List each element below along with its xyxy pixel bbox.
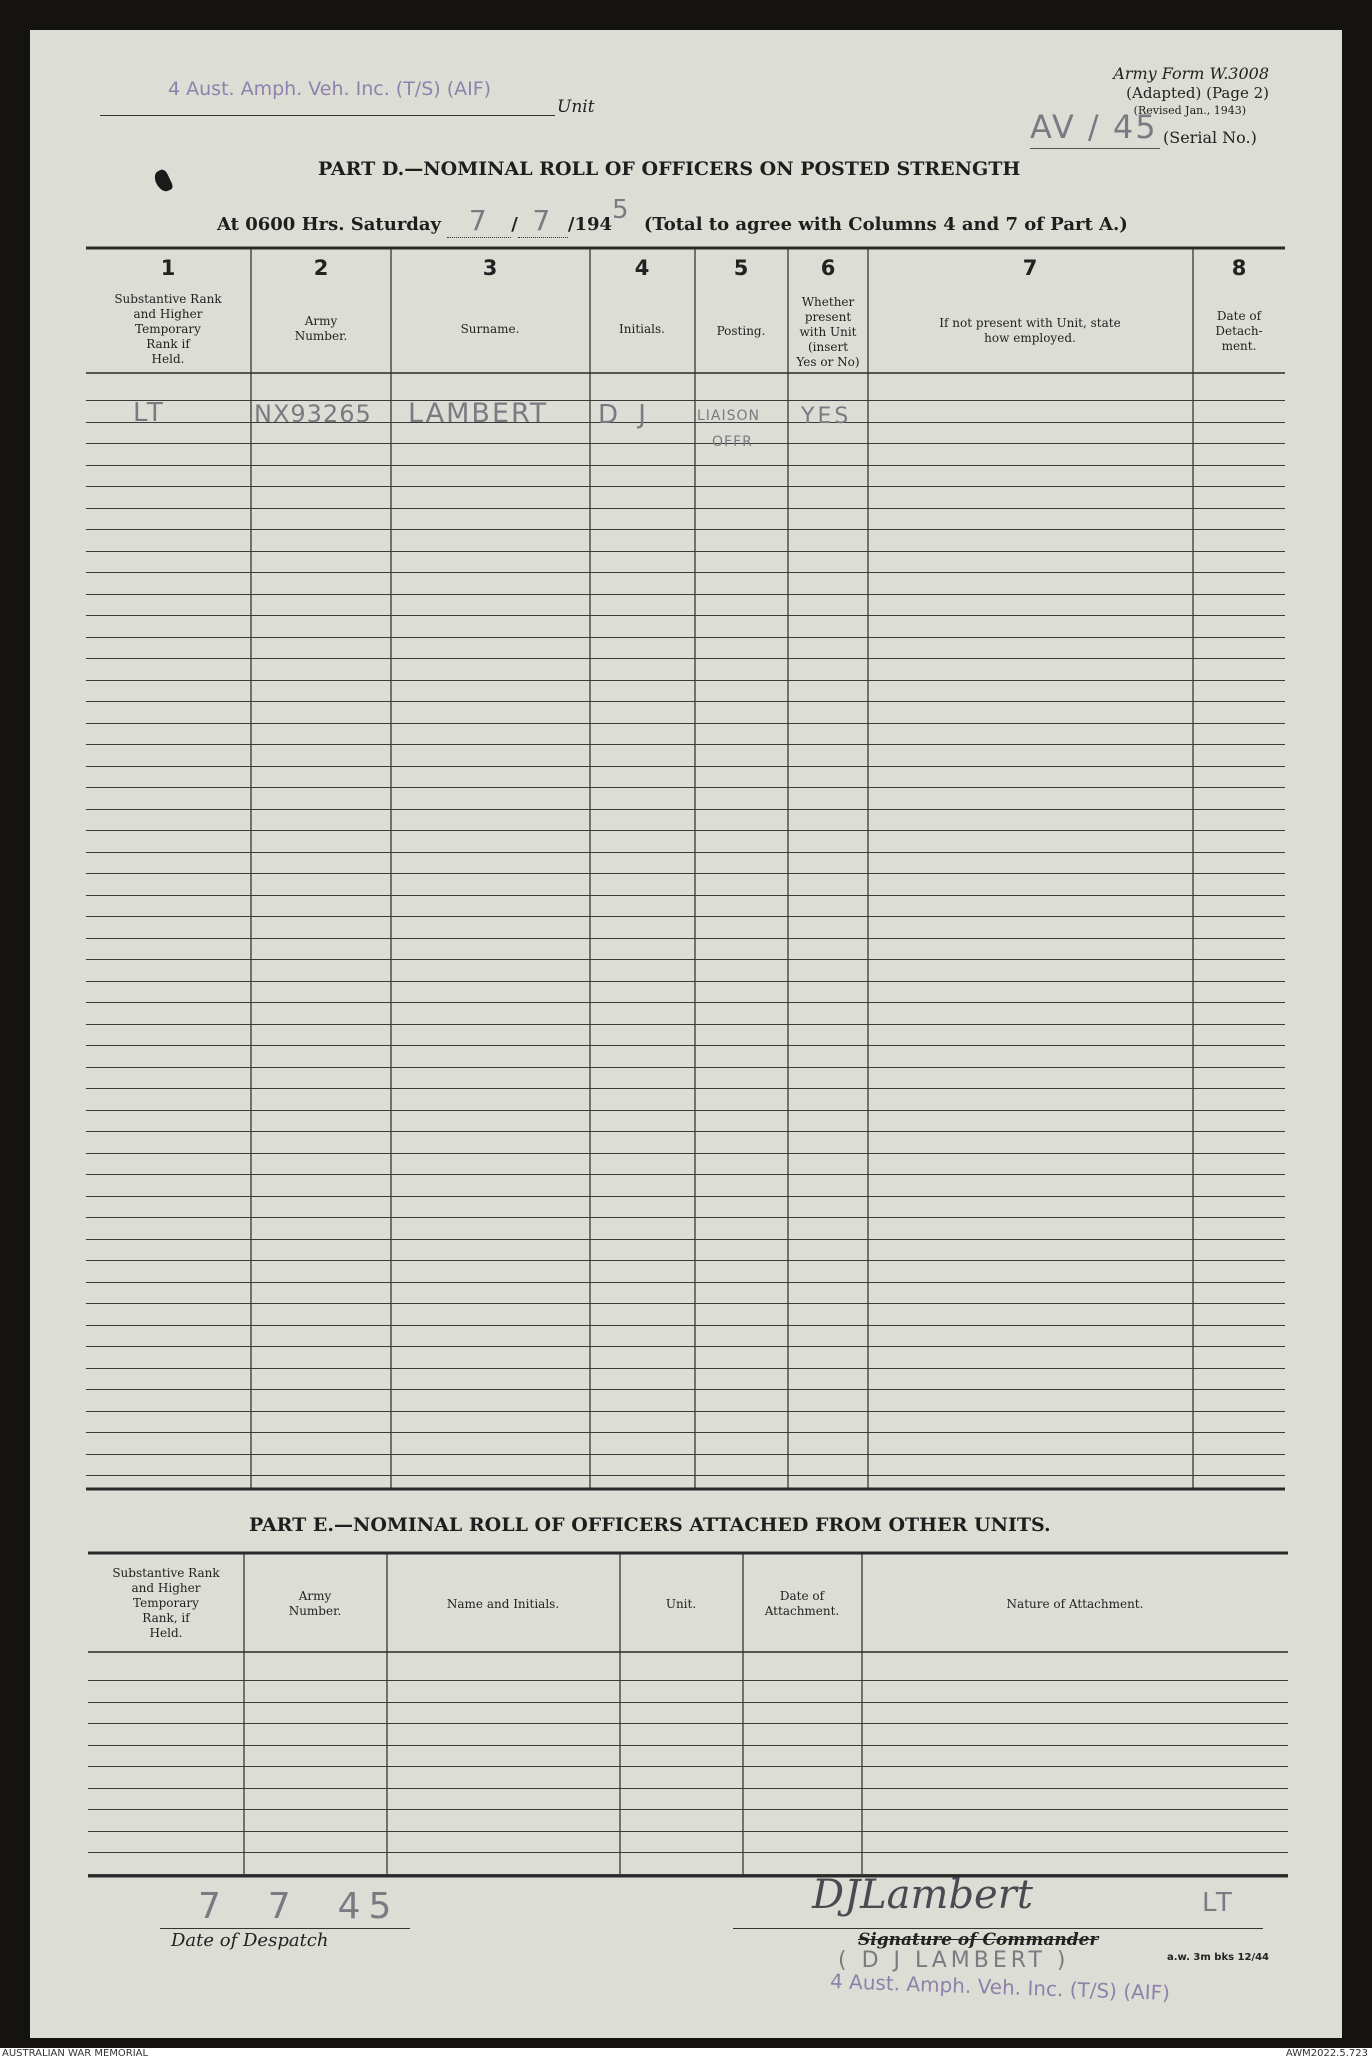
serial-label: (Serial No.) — [1163, 128, 1257, 147]
col3-header: Surname. — [460, 322, 520, 336]
part-e-col6-header: Nature of Attachment. — [1006, 1597, 1144, 1611]
col2-header: Army Number. — [294, 314, 348, 343]
archive-left: AUSTRALIAN WAR MEMORIAL — [2, 2048, 149, 2059]
signature-underline — [733, 1928, 1263, 1929]
commander-signature: DJLambert — [812, 1872, 1033, 1918]
archive-right: AWM2022.5.723 — [1285, 2048, 1368, 2059]
part-d-title: PART D.—NOMINAL ROLL OF OFFICERS ON POSTED STRENGTH — [318, 158, 1021, 180]
entry-army-number: NX93265 — [254, 400, 372, 428]
part-e-col3-header: Name and Initials. — [446, 1597, 560, 1611]
part-d-date-line: At 0600 Hrs. Saturday 7 / 7 /1945 (Total to agree with Columns 4 and 7 of Part A.) — [217, 195, 1128, 237]
unit-label: Unit — [557, 97, 595, 117]
date-month: 7 — [518, 204, 568, 238]
printer-note: a.w. 3m bks 12/44 — [1167, 1952, 1270, 1963]
entry-posting-2: OFFR — [712, 434, 753, 450]
form-revised: (Revised Jan., 1943) — [1133, 104, 1246, 117]
col7-header: If not present with Unit, state how employed. — [939, 316, 1121, 345]
col8-header: Date of Detach- ment. — [1215, 309, 1263, 353]
serial-handwritten: AV / 45 — [1030, 108, 1158, 146]
date-day: 7 — [447, 204, 511, 238]
col5-number: 5 — [733, 256, 749, 280]
entry-posting-1: LIAISON — [697, 408, 761, 424]
col8-number: 8 — [1231, 256, 1247, 280]
col2-number: 2 — [313, 256, 329, 280]
col3-number: 3 — [482, 256, 498, 280]
col4-header: Initials. — [619, 322, 665, 336]
part-e-col5-header: Date of Attachment. — [764, 1589, 840, 1618]
col1-number: 1 — [160, 256, 176, 280]
bottom-unit-stamp: 4 Aust. Amph. Veh. Inc. (T/S) (AIF) — [829, 1969, 1171, 2005]
year-prefix: /194 — [567, 214, 613, 235]
entry-surname: LAMBERT — [408, 398, 549, 429]
at-label: At 0600 Hrs. Saturday — [217, 214, 442, 235]
col5-header: Posting. — [716, 324, 766, 338]
despatch-date: 7 7 45 — [198, 1886, 400, 1927]
entry-rank: LT — [133, 398, 166, 428]
entry-present: YES — [801, 404, 852, 429]
commander-label: Signature of Commander — [858, 1930, 1099, 1950]
part-e-col4-header: Unit. — [665, 1597, 697, 1611]
year-digit: 5 — [612, 195, 632, 225]
part-e-col1-header: Substantive Rank and Higher Temporary Rank, if Held. — [112, 1566, 220, 1640]
unit-stamp: 4 Aust. Amph. Veh. Inc. (T/S) (AIF) — [168, 78, 492, 100]
part-e-title: PART E.—NOMINAL ROLL OF OFFICERS ATTACHED FROM OTHER UNITS. — [249, 1514, 1051, 1536]
despatch-underline — [160, 1928, 410, 1929]
form-adapted: (Adapted) (Page 2) — [1126, 84, 1269, 102]
col6-header: Whether present with Unit (insert Yes or No) — [796, 295, 860, 369]
col7-number: 7 — [1022, 256, 1038, 280]
despatch-label: Date of Despatch — [171, 1930, 329, 1951]
archive-strip — [0, 2048, 1372, 2061]
entry-initials: D J — [598, 400, 652, 430]
total-note: (Total to agree with Columns 4 and 7 of Part A.) — [643, 214, 1128, 235]
col6-number: 6 — [820, 256, 836, 280]
signature-rank: LT — [1202, 1888, 1235, 1918]
part-e-col2-header: Army Number. — [288, 1589, 342, 1618]
col1-header: Substantive Rank and Higher Temporary Rank if Held. — [114, 292, 222, 366]
form-name: Army Form W.3008 — [1113, 64, 1269, 83]
col4-number: 4 — [634, 256, 650, 280]
commander-name: ( D J LAMBERT ) — [838, 1948, 1070, 1973]
